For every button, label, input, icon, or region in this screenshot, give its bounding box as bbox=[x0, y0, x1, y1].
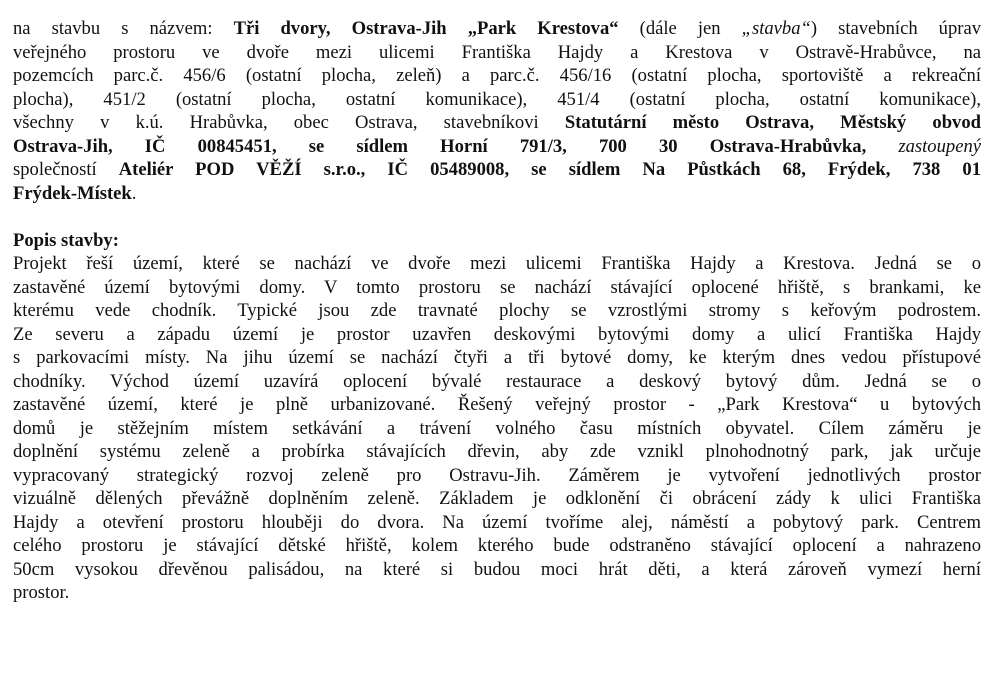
section-body bbox=[13, 252, 981, 605]
body-line: zastavěné území bytovými domy. V tomto prostoru se nachází stávající oplocené hřiště, s brankami, ke bbox=[13, 276, 981, 298]
intro-line-8 bbox=[13, 182, 981, 206]
body-line: celého prostoru je stávající dětské hřiště, kolem kterého bude odstraněno stávající oplocení a nahrazeno bbox=[13, 535, 981, 556]
representative-city: Frýdek-Místek bbox=[13, 182, 132, 204]
body-line: domů je stěžejním místem setkávání a trávení volného času místních obyvatel. Cílem záměru je bbox=[13, 417, 981, 439]
body-line: zastavěné území, které je plně urbanizované. Řešený veřejný prostor - „Park Krestova“ u bytových bbox=[13, 394, 981, 415]
representative-details: Ateliér POD VĚŽÍ s.r.o., IČ 05489008, se sídlem Na Půstkách 68, Frýdek, 738 01 bbox=[118, 159, 981, 180]
body-line: vypracovaný strategický rozvoj zeleně pro Ostravu-Jih. Záměrem je vytvoření jednotlivých prostor bbox=[13, 464, 981, 486]
document-page bbox=[13, 0, 981, 605]
intro-text: ) stavebních úprav bbox=[810, 18, 982, 39]
intro-line-2: veřejného prostoru ve dvoře mezi ulicemi Františka Hajdy a Krestova v Ostravě-Hrabůvce, na bbox=[13, 41, 981, 63]
builder-name: Statutární město Ostrava, Městský obvod bbox=[564, 112, 981, 133]
body-line: Ze severu a západu území je prostor uzavřen deskovými bytovými domy a ulicí Františka Hajdy bbox=[13, 323, 981, 345]
builder-details: Ostrava-Jih, IČ 00845451, se sídlem Horní 791/3, 700 30 Ostrava-Hrabůvka, bbox=[13, 135, 867, 157]
paragraph-gap bbox=[13, 205, 981, 229]
represented-term: zastoupený bbox=[866, 135, 981, 157]
intro-text: všechny v k.ú. Hrabůvka, obec Ostrava, stavebníkovi bbox=[13, 112, 565, 133]
stavba-term: „stavba“ bbox=[741, 18, 811, 39]
body-line: s parkovacími místy. Na jihu území se nachází čtyři a tři bytové domy, ke kterým dnes vedou přístupové bbox=[13, 347, 981, 368]
body-line: vizuálně dělených převážně doplněním zeleně. Základem je odklonění či obrácení zády k ulici Františka bbox=[13, 488, 981, 509]
intro-text: . bbox=[131, 182, 137, 204]
intro-paragraph bbox=[13, 17, 981, 205]
body-line: prostor. bbox=[13, 582, 70, 603]
intro-line-3: pozemcích parc.č. 456/6 (ostatní plocha, zeleň) a parc.č. 456/16 (ostatní plocha, sportoviště a rekreační bbox=[13, 65, 981, 86]
intro-line-7 bbox=[13, 158, 981, 182]
intro-line-4: plocha), 451/2 (ostatní plocha, ostatní komunikace), 451/4 (ostatní plocha, ostatní komunikace), bbox=[13, 88, 981, 110]
intro-line-1 bbox=[13, 17, 981, 41]
intro-text: (dále jen bbox=[618, 18, 742, 39]
body-line: kterému vede chodník. Typické jsou zde travnaté plochy se vzrostlými stromy s keřovým podrostem. bbox=[13, 300, 981, 321]
intro-line-5 bbox=[13, 111, 981, 135]
body-line: Hajdy a otevření prostoru hlouběji do dvora. Na území tvoříme alej, náměstí a pobytový park. Centrem bbox=[13, 511, 981, 533]
body-line: chodníky. Východ území uzavírá oplocení bývalé restaurace a deskový bytový dům. Jedná se o bbox=[13, 370, 981, 392]
project-name: Tři dvory, Ostrava-Jih „Park Krestova“ bbox=[233, 18, 619, 39]
body-line: doplnění systému zeleně a probírka stávajících dřevin, aby zde vznikl plnohodnotný park, jak určuje bbox=[13, 441, 981, 462]
body-line: 50cm vysokou dřevěnou palisádou, na které si budou moci hrát děti, a která zároveň vymezí herní bbox=[13, 558, 981, 580]
section-heading: Popis stavby: bbox=[13, 229, 119, 251]
intro-text: na stavbu s názvem: bbox=[13, 18, 234, 39]
body-line: Projekt řeší území, které se nachází ve dvoře mezi ulicemi Františka Hajdy a Krestova. Jedná se o bbox=[13, 253, 981, 274]
intro-text: společností bbox=[13, 159, 119, 180]
intro-line-6 bbox=[13, 135, 981, 159]
